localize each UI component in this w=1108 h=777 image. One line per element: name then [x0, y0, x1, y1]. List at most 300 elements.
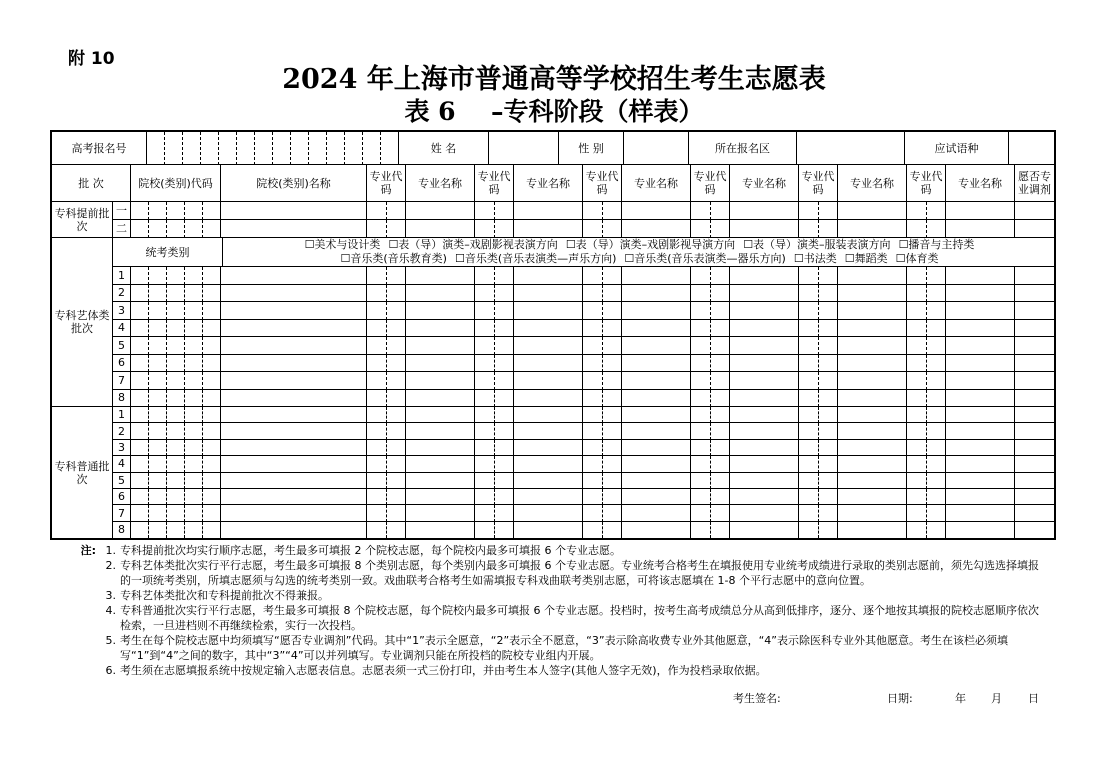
major-code-box[interactable]	[711, 320, 730, 338]
school-code-digit-box[interactable]	[149, 302, 167, 320]
school-code-digit-box[interactable]	[185, 489, 203, 505]
major-name-field[interactable]	[838, 337, 907, 355]
major-code-box[interactable]	[475, 302, 495, 320]
category-checkbox[interactable]: ☐舞蹈类	[844, 252, 888, 265]
school-name-field[interactable]	[221, 440, 367, 456]
major-code-box[interactable]	[475, 285, 495, 303]
major-code-box[interactable]	[711, 423, 730, 439]
exam-no-digit-box[interactable]	[327, 132, 345, 165]
major-code-box[interactable]	[691, 302, 711, 320]
school-code-digit-box[interactable]	[203, 423, 221, 439]
school-code-digit-box[interactable]	[185, 407, 203, 423]
major-name-field[interactable]	[406, 423, 475, 439]
major-name-field[interactable]	[946, 267, 1015, 285]
major-code-box[interactable]	[927, 423, 946, 439]
school-code-digit-box[interactable]	[167, 505, 185, 521]
major-code-box[interactable]	[907, 337, 927, 355]
school-code-digit-box[interactable]	[185, 220, 203, 238]
major-code-box[interactable]	[475, 390, 495, 408]
major-code-box[interactable]	[819, 302, 838, 320]
major-code-box[interactable]	[799, 456, 819, 472]
category-checkbox[interactable]: ☐音乐类(音乐表演类—器乐方向)	[624, 252, 786, 265]
adjust-field[interactable]	[1015, 337, 1054, 355]
major-code-box[interactable]	[907, 522, 927, 538]
major-name-field[interactable]	[838, 473, 907, 489]
school-code-digit-box[interactable]	[185, 202, 203, 220]
major-code-box[interactable]	[495, 372, 514, 390]
major-code-box[interactable]	[799, 440, 819, 456]
adjust-field[interactable]	[1015, 320, 1054, 338]
major-name-field[interactable]	[406, 456, 475, 472]
major-code-box[interactable]	[691, 355, 711, 373]
major-code-box[interactable]	[583, 505, 603, 521]
school-code-digit-box[interactable]	[131, 267, 149, 285]
school-code-digit-box[interactable]	[185, 285, 203, 303]
major-name-field[interactable]	[946, 302, 1015, 320]
major-code-box[interactable]	[495, 423, 514, 439]
school-code-digit-box[interactable]	[203, 505, 221, 521]
major-name-field[interactable]	[622, 220, 691, 238]
major-code-box[interactable]	[387, 372, 406, 390]
major-name-field[interactable]	[514, 202, 583, 220]
major-name-field[interactable]	[838, 505, 907, 521]
school-name-field[interactable]	[221, 407, 367, 423]
major-code-box[interactable]	[927, 337, 946, 355]
adjust-field[interactable]	[1015, 489, 1054, 505]
major-code-box[interactable]	[495, 522, 514, 538]
major-code-box[interactable]	[819, 267, 838, 285]
school-code-digit-box[interactable]	[203, 456, 221, 472]
major-code-box[interactable]	[819, 522, 838, 538]
major-name-field[interactable]	[406, 337, 475, 355]
school-name-field[interactable]	[221, 302, 367, 320]
major-code-box[interactable]	[819, 320, 838, 338]
exam-no-digit-box[interactable]	[165, 132, 183, 165]
major-code-box[interactable]	[387, 489, 406, 505]
major-code-box[interactable]	[495, 337, 514, 355]
major-code-box[interactable]	[495, 473, 514, 489]
major-code-box[interactable]	[711, 337, 730, 355]
school-code-digit-box[interactable]	[149, 372, 167, 390]
major-name-field[interactable]	[622, 456, 691, 472]
major-code-box[interactable]	[907, 423, 927, 439]
major-code-box[interactable]	[907, 220, 927, 238]
category-checkbox[interactable]: ☐表（导）演类–服装表演方向	[743, 238, 891, 251]
major-name-field[interactable]	[730, 489, 799, 505]
major-code-box[interactable]	[583, 390, 603, 408]
major-code-box[interactable]	[495, 302, 514, 320]
major-name-field[interactable]	[514, 489, 583, 505]
major-code-box[interactable]	[367, 522, 387, 538]
major-code-box[interactable]	[819, 220, 838, 238]
major-code-box[interactable]	[819, 390, 838, 408]
major-code-box[interactable]	[583, 372, 603, 390]
major-code-box[interactable]	[367, 202, 387, 220]
major-code-box[interactable]	[907, 489, 927, 505]
major-name-field[interactable]	[946, 390, 1015, 408]
major-name-field[interactable]	[514, 390, 583, 408]
school-code-digit-box[interactable]	[149, 337, 167, 355]
major-code-box[interactable]	[927, 489, 946, 505]
major-name-field[interactable]	[838, 440, 907, 456]
major-code-box[interactable]	[387, 285, 406, 303]
major-code-box[interactable]	[495, 320, 514, 338]
major-code-box[interactable]	[475, 267, 495, 285]
district-field[interactable]	[797, 132, 905, 165]
school-code-digit-box[interactable]	[131, 407, 149, 423]
major-code-box[interactable]	[603, 267, 622, 285]
major-code-box[interactable]	[711, 489, 730, 505]
major-code-box[interactable]	[799, 355, 819, 373]
name-field[interactable]	[489, 132, 559, 165]
major-code-box[interactable]	[387, 505, 406, 521]
school-code-digit-box[interactable]	[149, 505, 167, 521]
major-code-box[interactable]	[367, 407, 387, 423]
major-code-box[interactable]	[583, 302, 603, 320]
school-code-digit-box[interactable]	[203, 302, 221, 320]
major-name-field[interactable]	[838, 220, 907, 238]
major-code-box[interactable]	[603, 337, 622, 355]
school-code-digit-box[interactable]	[203, 489, 221, 505]
language-field[interactable]	[1009, 132, 1054, 165]
category-checkbox[interactable]: ☐表（导）演类–戏剧影视导演方向	[565, 238, 736, 251]
major-code-box[interactable]	[907, 267, 927, 285]
school-name-field[interactable]	[221, 320, 367, 338]
school-code-digit-box[interactable]	[167, 267, 185, 285]
major-code-box[interactable]	[799, 505, 819, 521]
school-code-digit-box[interactable]	[149, 220, 167, 238]
major-code-box[interactable]	[819, 407, 838, 423]
major-code-box[interactable]	[799, 522, 819, 538]
major-code-box[interactable]	[583, 320, 603, 338]
major-code-box[interactable]	[819, 489, 838, 505]
school-code-digit-box[interactable]	[131, 390, 149, 408]
major-code-box[interactable]	[583, 489, 603, 505]
major-name-field[interactable]	[514, 355, 583, 373]
major-name-field[interactable]	[730, 267, 799, 285]
major-code-box[interactable]	[819, 372, 838, 390]
major-code-box[interactable]	[603, 390, 622, 408]
adjust-field[interactable]	[1015, 267, 1054, 285]
major-code-box[interactable]	[799, 267, 819, 285]
major-code-box[interactable]	[367, 355, 387, 373]
adjust-field[interactable]	[1015, 456, 1054, 472]
school-code-digit-box[interactable]	[149, 407, 167, 423]
major-code-box[interactable]	[603, 489, 622, 505]
major-code-box[interactable]	[603, 320, 622, 338]
school-code-digit-box[interactable]	[167, 390, 185, 408]
major-name-field[interactable]	[514, 407, 583, 423]
adjust-field[interactable]	[1015, 372, 1054, 390]
major-name-field[interactable]	[622, 407, 691, 423]
major-code-box[interactable]	[691, 320, 711, 338]
major-code-box[interactable]	[583, 202, 603, 220]
category-checkbox[interactable]: ☐美术与设计类	[304, 238, 381, 251]
major-code-box[interactable]	[691, 473, 711, 489]
major-code-box[interactable]	[495, 489, 514, 505]
school-code-digit-box[interactable]	[167, 489, 185, 505]
major-code-box[interactable]	[475, 489, 495, 505]
major-name-field[interactable]	[514, 285, 583, 303]
school-code-digit-box[interactable]	[167, 220, 185, 238]
major-code-box[interactable]	[367, 220, 387, 238]
major-code-box[interactable]	[475, 407, 495, 423]
major-code-box[interactable]	[603, 302, 622, 320]
major-code-box[interactable]	[475, 220, 495, 238]
major-name-field[interactable]	[946, 202, 1015, 220]
school-name-field[interactable]	[221, 456, 367, 472]
major-name-field[interactable]	[946, 320, 1015, 338]
major-code-box[interactable]	[603, 202, 622, 220]
major-name-field[interactable]	[838, 202, 907, 220]
major-name-field[interactable]	[946, 505, 1015, 521]
major-code-box[interactable]	[927, 456, 946, 472]
major-code-box[interactable]	[711, 440, 730, 456]
major-code-box[interactable]	[711, 522, 730, 538]
school-code-digit-box[interactable]	[149, 522, 167, 538]
adjust-field[interactable]	[1015, 473, 1054, 489]
school-code-digit-box[interactable]	[185, 456, 203, 472]
major-code-box[interactable]	[583, 337, 603, 355]
major-name-field[interactable]	[730, 355, 799, 373]
major-code-box[interactable]	[799, 202, 819, 220]
major-code-box[interactable]	[819, 473, 838, 489]
school-code-digit-box[interactable]	[131, 285, 149, 303]
school-code-digit-box[interactable]	[167, 337, 185, 355]
major-name-field[interactable]	[946, 522, 1015, 538]
school-code-digit-box[interactable]	[167, 423, 185, 439]
major-code-box[interactable]	[475, 440, 495, 456]
major-code-box[interactable]	[495, 456, 514, 472]
major-code-box[interactable]	[907, 473, 927, 489]
major-code-box[interactable]	[711, 285, 730, 303]
major-name-field[interactable]	[514, 320, 583, 338]
major-code-box[interactable]	[927, 202, 946, 220]
major-name-field[interactable]	[514, 337, 583, 355]
school-code-digit-box[interactable]	[131, 423, 149, 439]
major-name-field[interactable]	[730, 320, 799, 338]
school-code-digit-box[interactable]	[149, 320, 167, 338]
school-code-digit-box[interactable]	[185, 372, 203, 390]
major-code-box[interactable]	[691, 285, 711, 303]
major-name-field[interactable]	[514, 440, 583, 456]
major-code-box[interactable]	[495, 505, 514, 521]
major-code-box[interactable]	[367, 302, 387, 320]
major-name-field[interactable]	[622, 202, 691, 220]
major-code-box[interactable]	[711, 390, 730, 408]
school-name-field[interactable]	[221, 489, 367, 505]
school-code-digit-box[interactable]	[185, 473, 203, 489]
major-code-box[interactable]	[603, 456, 622, 472]
major-code-box[interactable]	[475, 505, 495, 521]
major-name-field[interactable]	[622, 267, 691, 285]
school-code-digit-box[interactable]	[149, 423, 167, 439]
major-name-field[interactable]	[730, 522, 799, 538]
school-name-field[interactable]	[221, 220, 367, 238]
major-code-box[interactable]	[603, 522, 622, 538]
adjust-field[interactable]	[1015, 440, 1054, 456]
major-code-box[interactable]	[907, 440, 927, 456]
major-name-field[interactable]	[622, 337, 691, 355]
major-name-field[interactable]	[406, 522, 475, 538]
exam-no-digit-box[interactable]	[345, 132, 363, 165]
school-name-field[interactable]	[221, 473, 367, 489]
school-code-digit-box[interactable]	[131, 372, 149, 390]
major-code-box[interactable]	[495, 407, 514, 423]
major-name-field[interactable]	[838, 489, 907, 505]
major-name-field[interactable]	[730, 423, 799, 439]
major-code-box[interactable]	[495, 355, 514, 373]
major-name-field[interactable]	[514, 456, 583, 472]
major-code-box[interactable]	[691, 407, 711, 423]
major-name-field[interactable]	[946, 407, 1015, 423]
major-code-box[interactable]	[387, 473, 406, 489]
major-code-box[interactable]	[603, 423, 622, 439]
adjust-field[interactable]	[1015, 355, 1054, 373]
major-name-field[interactable]	[838, 423, 907, 439]
major-name-field[interactable]	[730, 337, 799, 355]
exam-no-digit-box[interactable]	[219, 132, 237, 165]
adjust-field[interactable]	[1015, 202, 1054, 220]
major-code-box[interactable]	[711, 220, 730, 238]
exam-no-digit-box[interactable]	[183, 132, 201, 165]
major-code-box[interactable]	[907, 456, 927, 472]
major-code-box[interactable]	[495, 202, 514, 220]
school-code-digit-box[interactable]	[131, 456, 149, 472]
major-code-box[interactable]	[583, 267, 603, 285]
school-code-digit-box[interactable]	[149, 355, 167, 373]
major-name-field[interactable]	[514, 220, 583, 238]
major-code-box[interactable]	[367, 505, 387, 521]
major-code-box[interactable]	[711, 456, 730, 472]
major-name-field[interactable]	[514, 423, 583, 439]
major-code-box[interactable]	[367, 440, 387, 456]
major-code-box[interactable]	[475, 473, 495, 489]
major-name-field[interactable]	[838, 456, 907, 472]
major-name-field[interactable]	[622, 285, 691, 303]
school-name-field[interactable]	[221, 372, 367, 390]
major-code-box[interactable]	[603, 285, 622, 303]
major-code-box[interactable]	[907, 372, 927, 390]
major-name-field[interactable]	[946, 372, 1015, 390]
major-name-field[interactable]	[730, 440, 799, 456]
major-name-field[interactable]	[622, 522, 691, 538]
major-name-field[interactable]	[946, 489, 1015, 505]
major-name-field[interactable]	[730, 473, 799, 489]
school-code-digit-box[interactable]	[167, 456, 185, 472]
major-code-box[interactable]	[387, 390, 406, 408]
major-name-field[interactable]	[406, 355, 475, 373]
major-code-box[interactable]	[475, 202, 495, 220]
major-name-field[interactable]	[946, 337, 1015, 355]
major-name-field[interactable]	[514, 267, 583, 285]
school-code-digit-box[interactable]	[185, 440, 203, 456]
major-name-field[interactable]	[514, 522, 583, 538]
category-checkbox[interactable]: ☐表（导）演类–戏剧影视表演方向	[388, 238, 558, 251]
major-code-box[interactable]	[475, 320, 495, 338]
major-code-box[interactable]	[799, 220, 819, 238]
major-code-box[interactable]	[819, 285, 838, 303]
school-code-digit-box[interactable]	[203, 337, 221, 355]
exam-no-digit-box[interactable]	[309, 132, 327, 165]
school-code-digit-box[interactable]	[149, 202, 167, 220]
adjust-field[interactable]	[1015, 505, 1054, 521]
major-name-field[interactable]	[730, 202, 799, 220]
major-code-box[interactable]	[691, 505, 711, 521]
major-code-box[interactable]	[691, 440, 711, 456]
major-code-box[interactable]	[927, 372, 946, 390]
major-code-box[interactable]	[367, 390, 387, 408]
major-code-box[interactable]	[387, 440, 406, 456]
major-name-field[interactable]	[406, 505, 475, 521]
major-code-box[interactable]	[799, 337, 819, 355]
major-code-box[interactable]	[799, 407, 819, 423]
major-code-box[interactable]	[927, 267, 946, 285]
major-code-box[interactable]	[927, 473, 946, 489]
major-name-field[interactable]	[622, 473, 691, 489]
major-code-box[interactable]	[387, 302, 406, 320]
major-code-box[interactable]	[691, 372, 711, 390]
major-code-box[interactable]	[799, 320, 819, 338]
major-code-box[interactable]	[711, 473, 730, 489]
major-name-field[interactable]	[406, 407, 475, 423]
major-code-box[interactable]	[603, 505, 622, 521]
major-code-box[interactable]	[927, 320, 946, 338]
school-code-digit-box[interactable]	[167, 302, 185, 320]
school-code-digit-box[interactable]	[131, 489, 149, 505]
major-name-field[interactable]	[622, 320, 691, 338]
major-name-field[interactable]	[838, 302, 907, 320]
school-code-digit-box[interactable]	[131, 522, 149, 538]
major-code-box[interactable]	[711, 407, 730, 423]
major-code-box[interactable]	[495, 390, 514, 408]
school-code-digit-box[interactable]	[203, 285, 221, 303]
major-code-box[interactable]	[819, 505, 838, 521]
school-code-digit-box[interactable]	[167, 202, 185, 220]
major-name-field[interactable]	[514, 473, 583, 489]
school-code-digit-box[interactable]	[167, 285, 185, 303]
major-code-box[interactable]	[799, 473, 819, 489]
exam-no-digit-box[interactable]	[291, 132, 309, 165]
school-code-digit-box[interactable]	[149, 489, 167, 505]
major-code-box[interactable]	[603, 473, 622, 489]
major-name-field[interactable]	[730, 456, 799, 472]
exam-no-digit-box[interactable]	[273, 132, 291, 165]
exam-no-digit-box[interactable]	[147, 132, 165, 165]
major-code-box[interactable]	[475, 456, 495, 472]
school-code-digit-box[interactable]	[131, 202, 149, 220]
school-code-digit-box[interactable]	[185, 302, 203, 320]
major-name-field[interactable]	[946, 220, 1015, 238]
category-checkbox[interactable]: ☐音乐类(音乐教育类)	[340, 252, 447, 265]
school-code-digit-box[interactable]	[131, 505, 149, 521]
school-code-digit-box[interactable]	[149, 267, 167, 285]
major-code-box[interactable]	[907, 407, 927, 423]
major-code-box[interactable]	[907, 505, 927, 521]
school-code-digit-box[interactable]	[167, 320, 185, 338]
major-code-box[interactable]	[927, 220, 946, 238]
major-code-box[interactable]	[819, 337, 838, 355]
major-code-box[interactable]	[387, 220, 406, 238]
school-code-digit-box[interactable]	[203, 473, 221, 489]
major-name-field[interactable]	[406, 390, 475, 408]
school-code-digit-box[interactable]	[131, 355, 149, 373]
major-name-field[interactable]	[622, 355, 691, 373]
major-name-field[interactable]	[622, 390, 691, 408]
major-name-field[interactable]	[838, 267, 907, 285]
major-name-field[interactable]	[622, 302, 691, 320]
school-code-digit-box[interactable]	[149, 390, 167, 408]
